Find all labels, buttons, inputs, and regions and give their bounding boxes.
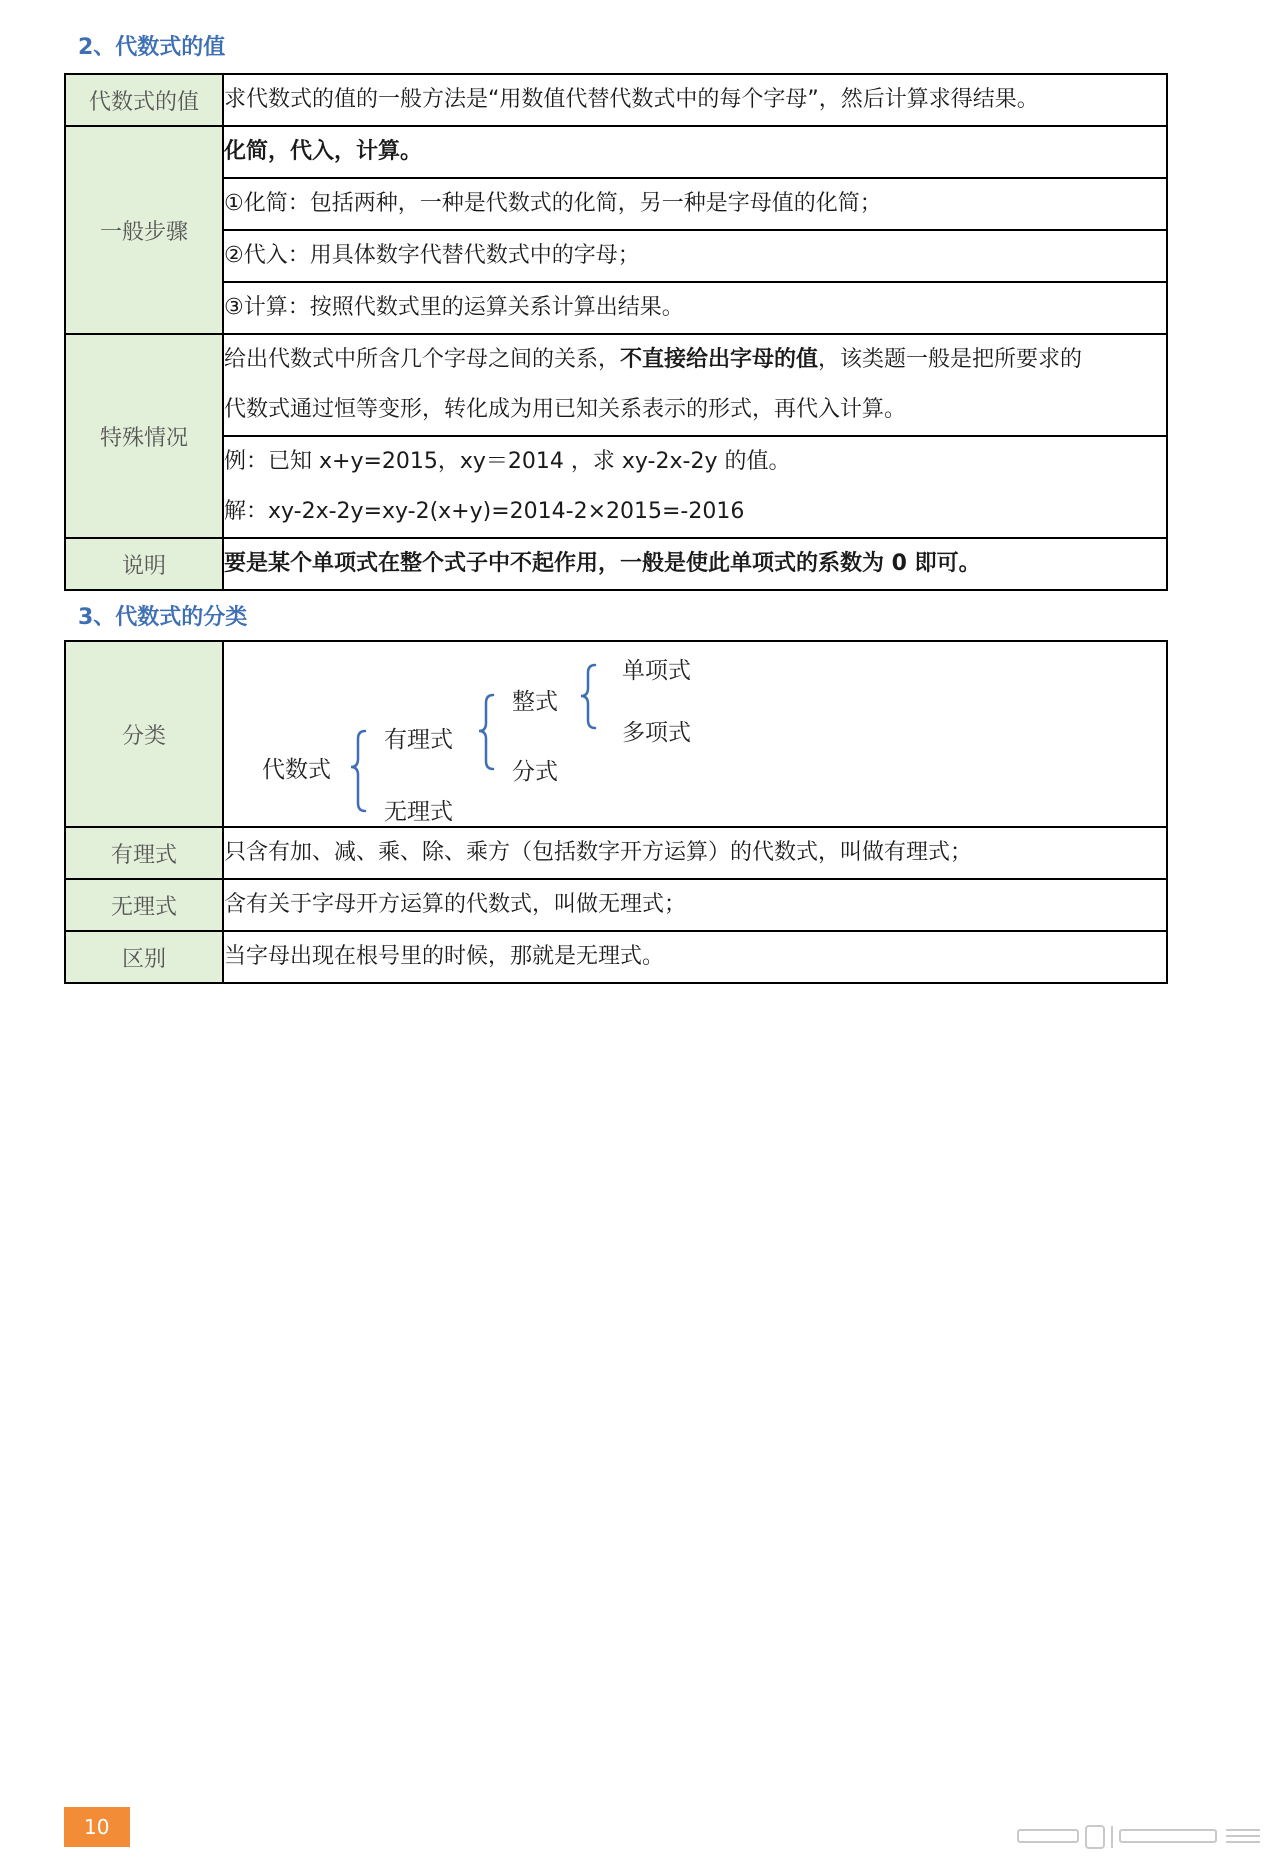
special-text-bold: 不直接给出字母的值 — [620, 347, 819, 372]
row-text-irrational: 含有关于字母开方运算的代数式，叫做无理式； — [223, 879, 1167, 931]
steps-summary — [223, 126, 1167, 178]
tree-rational: 有理式 — [384, 727, 453, 753]
special-example — [223, 436, 1167, 538]
special-description — [223, 334, 1167, 436]
tree-root: 代数式 — [262, 757, 331, 783]
row-label-diff: 区别 — [65, 931, 223, 983]
special-text-c: 代数式通过恒等变形，转化成为用已知关系表示的形式，再代入计算。 — [224, 397, 907, 422]
row-label-irrational: 无理式 — [65, 879, 223, 931]
tree-integral: 整式 — [512, 689, 558, 715]
row-text-rational: 只含有加、减、乘、除、乘方（包括数字开方运算）的代数式，叫做有理式； — [223, 827, 1167, 879]
algebraic-classification-table — [64, 640, 1168, 984]
classification-tree — [224, 643, 1166, 825]
watermark-icon — [1016, 1822, 1266, 1852]
section-2-title: 2、代数式的值 — [78, 35, 226, 60]
row-label-steps: 一般步骤 — [65, 126, 223, 334]
row-label-value: 代数式的值 — [65, 74, 223, 126]
page-number-badge: 10 — [64, 1807, 130, 1847]
bracket-rational — [479, 695, 493, 769]
row-label-note: 说明 — [65, 538, 223, 590]
bracket-integral — [581, 665, 595, 728]
special-text-b: ，该类题一般是把所要求的 — [818, 347, 1083, 372]
algebraic-value-table — [64, 73, 1168, 591]
classification-tree-cell — [223, 641, 1167, 827]
row-text-value: 求代数式的值的一般方法是“用数值代替代数式中的每个字母”，然后计算求得结果。 — [223, 74, 1167, 126]
row-label-class: 分类 — [65, 641, 223, 827]
special-text-a: 给出代数式中所含几个字母之间的关系， — [224, 347, 621, 372]
tree-monomial: 单项式 — [622, 658, 691, 684]
step-simplify: ①化简：包括两种，一种是代数式的化简，另一种是字母值的化简； — [223, 178, 1167, 230]
row-label-rational: 有理式 — [65, 827, 223, 879]
row-label-special: 特殊情况 — [65, 334, 223, 538]
bracket-root — [351, 731, 365, 811]
row-text-diff: 当字母出现在根号里的时候，那就是无理式。 — [223, 931, 1167, 983]
tree-brackets — [224, 643, 1170, 825]
tree-irrational: 无理式 — [384, 799, 453, 825]
step-substitute: ②代入：用具体数字代替代数式中的字母； — [223, 230, 1167, 282]
step-calculate: ③计算：按照代数式里的运算关系计算出结果。 — [223, 282, 1167, 334]
example-line: 例：已知 x+y=2015，xy＝2014 ，求 xy-2x-2y 的值。 — [224, 449, 791, 474]
row-text-note — [223, 538, 1167, 590]
steps-summary-text: 化简，代入，计算。 — [224, 139, 423, 164]
solution-line: 解：xy-2x-2y=xy-2(x+y)=2014-2×2015=-2016 — [224, 499, 745, 524]
tree-polynomial: 多项式 — [622, 720, 691, 746]
tree-fractional: 分式 — [512, 759, 558, 785]
note-text: 要是某个单项式在整个式子中不起作用，一般是使此单项式的系数为 0 即可。 — [224, 551, 981, 576]
section-3-title: 3、代数式的分类 — [78, 605, 248, 630]
